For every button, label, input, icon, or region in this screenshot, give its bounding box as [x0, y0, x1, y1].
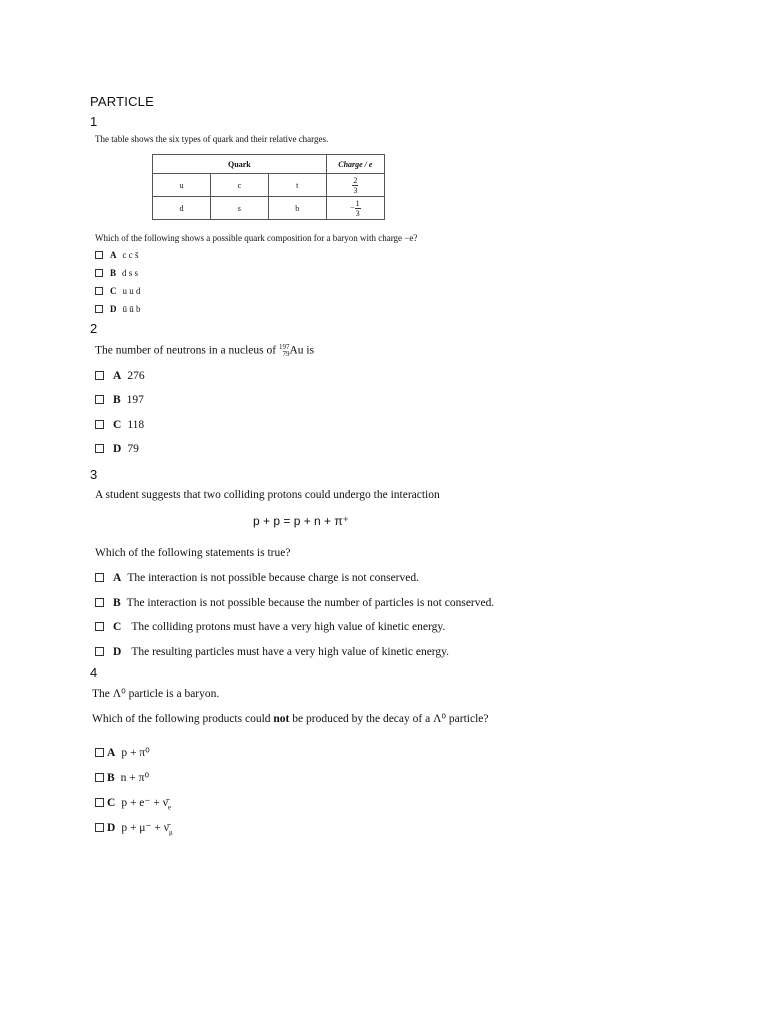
option-text: 118 — [127, 419, 145, 431]
q2-option-d[interactable] — [95, 443, 139, 455]
checkbox-icon[interactable] — [95, 444, 104, 453]
question-4-number: 4 — [90, 665, 98, 680]
option-letter: D — [110, 304, 117, 314]
checkbox-icon[interactable] — [95, 598, 104, 607]
option-letter: A — [113, 370, 122, 382]
option-letter: C — [110, 286, 117, 296]
charge-cell — [326, 197, 384, 220]
option-letter: B — [113, 394, 121, 406]
quark-table — [152, 154, 385, 220]
option-letter: A — [110, 250, 117, 260]
option-text: p + μ⁻ + ν̄ — [121, 822, 169, 834]
checkbox-icon[interactable] — [95, 305, 103, 313]
option-letter: C — [113, 621, 122, 633]
q1-option-b[interactable] — [95, 268, 138, 278]
q2-option-c[interactable] — [95, 419, 144, 431]
atomic-number: 79 — [282, 350, 290, 358]
option-text: n + π⁰ — [120, 772, 150, 784]
stem-text: be produced by the decay of a Λ⁰ particle? — [289, 713, 489, 725]
question-3-stem: A student suggests that two colliding protons could undergo the interaction — [95, 489, 440, 501]
option-text: p + e⁻ + ν̄ — [121, 797, 168, 809]
stem-text: Which of the following products could — [92, 713, 274, 725]
q2-option-a[interactable] — [95, 370, 145, 382]
checkbox-icon[interactable] — [95, 371, 104, 380]
q3-option-b[interactable] — [95, 597, 494, 609]
quark-cell: d — [153, 197, 211, 220]
charge-header: Charge / e — [326, 155, 384, 174]
q3-option-a[interactable] — [95, 572, 419, 584]
charge-cell — [326, 174, 384, 197]
subscript: μ — [168, 828, 173, 837]
option-letter: A — [107, 747, 116, 759]
charge-sign: − — [350, 202, 355, 212]
option-letter: B — [110, 268, 117, 278]
checkbox-icon[interactable] — [95, 420, 104, 429]
checkbox-icon[interactable] — [95, 395, 104, 404]
option-text: p + π⁰ — [121, 747, 150, 759]
question-1-stem: Which of the following shows a possible quark composition for a baryon with charge −e? — [95, 233, 418, 243]
checkbox-icon[interactable] — [95, 622, 104, 631]
quark-cell: c — [210, 174, 268, 197]
q1-option-a[interactable] — [95, 250, 139, 260]
option-text: 79 — [127, 443, 139, 455]
q1-option-c[interactable] — [95, 286, 141, 296]
option-letter: B — [113, 597, 121, 609]
option-text: The interaction is not possible because the number of particles is not conserved. — [126, 597, 495, 609]
question-1-number: 1 — [90, 114, 98, 129]
question-2-number: 2 — [90, 321, 98, 336]
fraction-numerator: 1 — [355, 198, 360, 208]
question-3-number: 3 — [90, 467, 98, 482]
checkbox-icon[interactable] — [95, 798, 104, 807]
stem-emphasis: not — [273, 713, 290, 725]
interaction-equation: p + p = p + n + π⁺ — [253, 514, 350, 528]
question-2-stem — [95, 344, 314, 358]
checkbox-icon[interactable] — [95, 573, 104, 582]
quark-cell: u — [153, 174, 211, 197]
quark-cell: s — [210, 197, 268, 220]
option-letter: A — [113, 572, 122, 584]
checkbox-icon[interactable] — [95, 773, 104, 782]
checkbox-icon[interactable] — [95, 823, 104, 832]
option-text: 197 — [126, 394, 144, 406]
stem-text: The number of neutrons in a nucleus of — [95, 344, 279, 357]
question-4-stem-1: The Λ⁰ particle is a baryon. — [92, 688, 220, 700]
option-letter: B — [107, 772, 115, 784]
subscript: e — [167, 803, 172, 812]
question-1-intro: The table shows the six types of quark and their relative charges. — [95, 134, 329, 144]
q4-option-d[interactable] — [95, 820, 173, 836]
page-title: PARTICLE — [90, 94, 154, 109]
option-letter: D — [107, 822, 116, 834]
checkbox-icon[interactable] — [95, 748, 104, 757]
checkbox-icon[interactable] — [95, 251, 103, 259]
mass-number: 197 — [278, 343, 290, 351]
option-text: d s s — [122, 268, 139, 278]
option-text: The interaction is not possible because charge is not conserved. — [127, 572, 419, 584]
option-text: The resulting particles must have a very high value of kinetic energy. — [131, 646, 450, 658]
option-letter: D — [113, 646, 122, 658]
option-text: The colliding protons must have a very high value of kinetic energy. — [131, 621, 446, 633]
quark-header: Quark — [153, 155, 327, 174]
option-letter: D — [113, 443, 122, 455]
checkbox-icon[interactable] — [95, 647, 104, 656]
fraction-denominator: 3 — [355, 208, 360, 218]
quark-cell: t — [268, 174, 326, 197]
option-letter: C — [107, 797, 116, 809]
question-3-question: Which of the following statements is true? — [95, 547, 291, 559]
option-text: u u d — [122, 286, 141, 296]
q3-option-d[interactable] — [95, 646, 449, 658]
q4-option-a[interactable] — [95, 745, 150, 759]
fraction-numerator: 2 — [353, 175, 358, 185]
q3-option-c[interactable] — [95, 621, 445, 633]
option-letter: C — [113, 419, 122, 431]
option-text: ū ū b — [122, 304, 141, 314]
element-symbol: Au — [289, 344, 304, 357]
checkbox-icon[interactable] — [95, 269, 103, 277]
q2-option-b[interactable] — [95, 394, 144, 406]
question-4-stem-2 — [92, 711, 488, 725]
option-text: 276 — [127, 370, 145, 382]
quark-cell: b — [268, 197, 326, 220]
option-text: c c s̄ — [122, 250, 139, 260]
q1-option-d[interactable] — [95, 304, 141, 314]
q4-option-b[interactable] — [95, 770, 149, 784]
stem-text: is — [303, 344, 315, 357]
q4-option-c[interactable] — [95, 795, 171, 811]
checkbox-icon[interactable] — [95, 287, 103, 295]
fraction-denominator: 3 — [353, 185, 358, 195]
